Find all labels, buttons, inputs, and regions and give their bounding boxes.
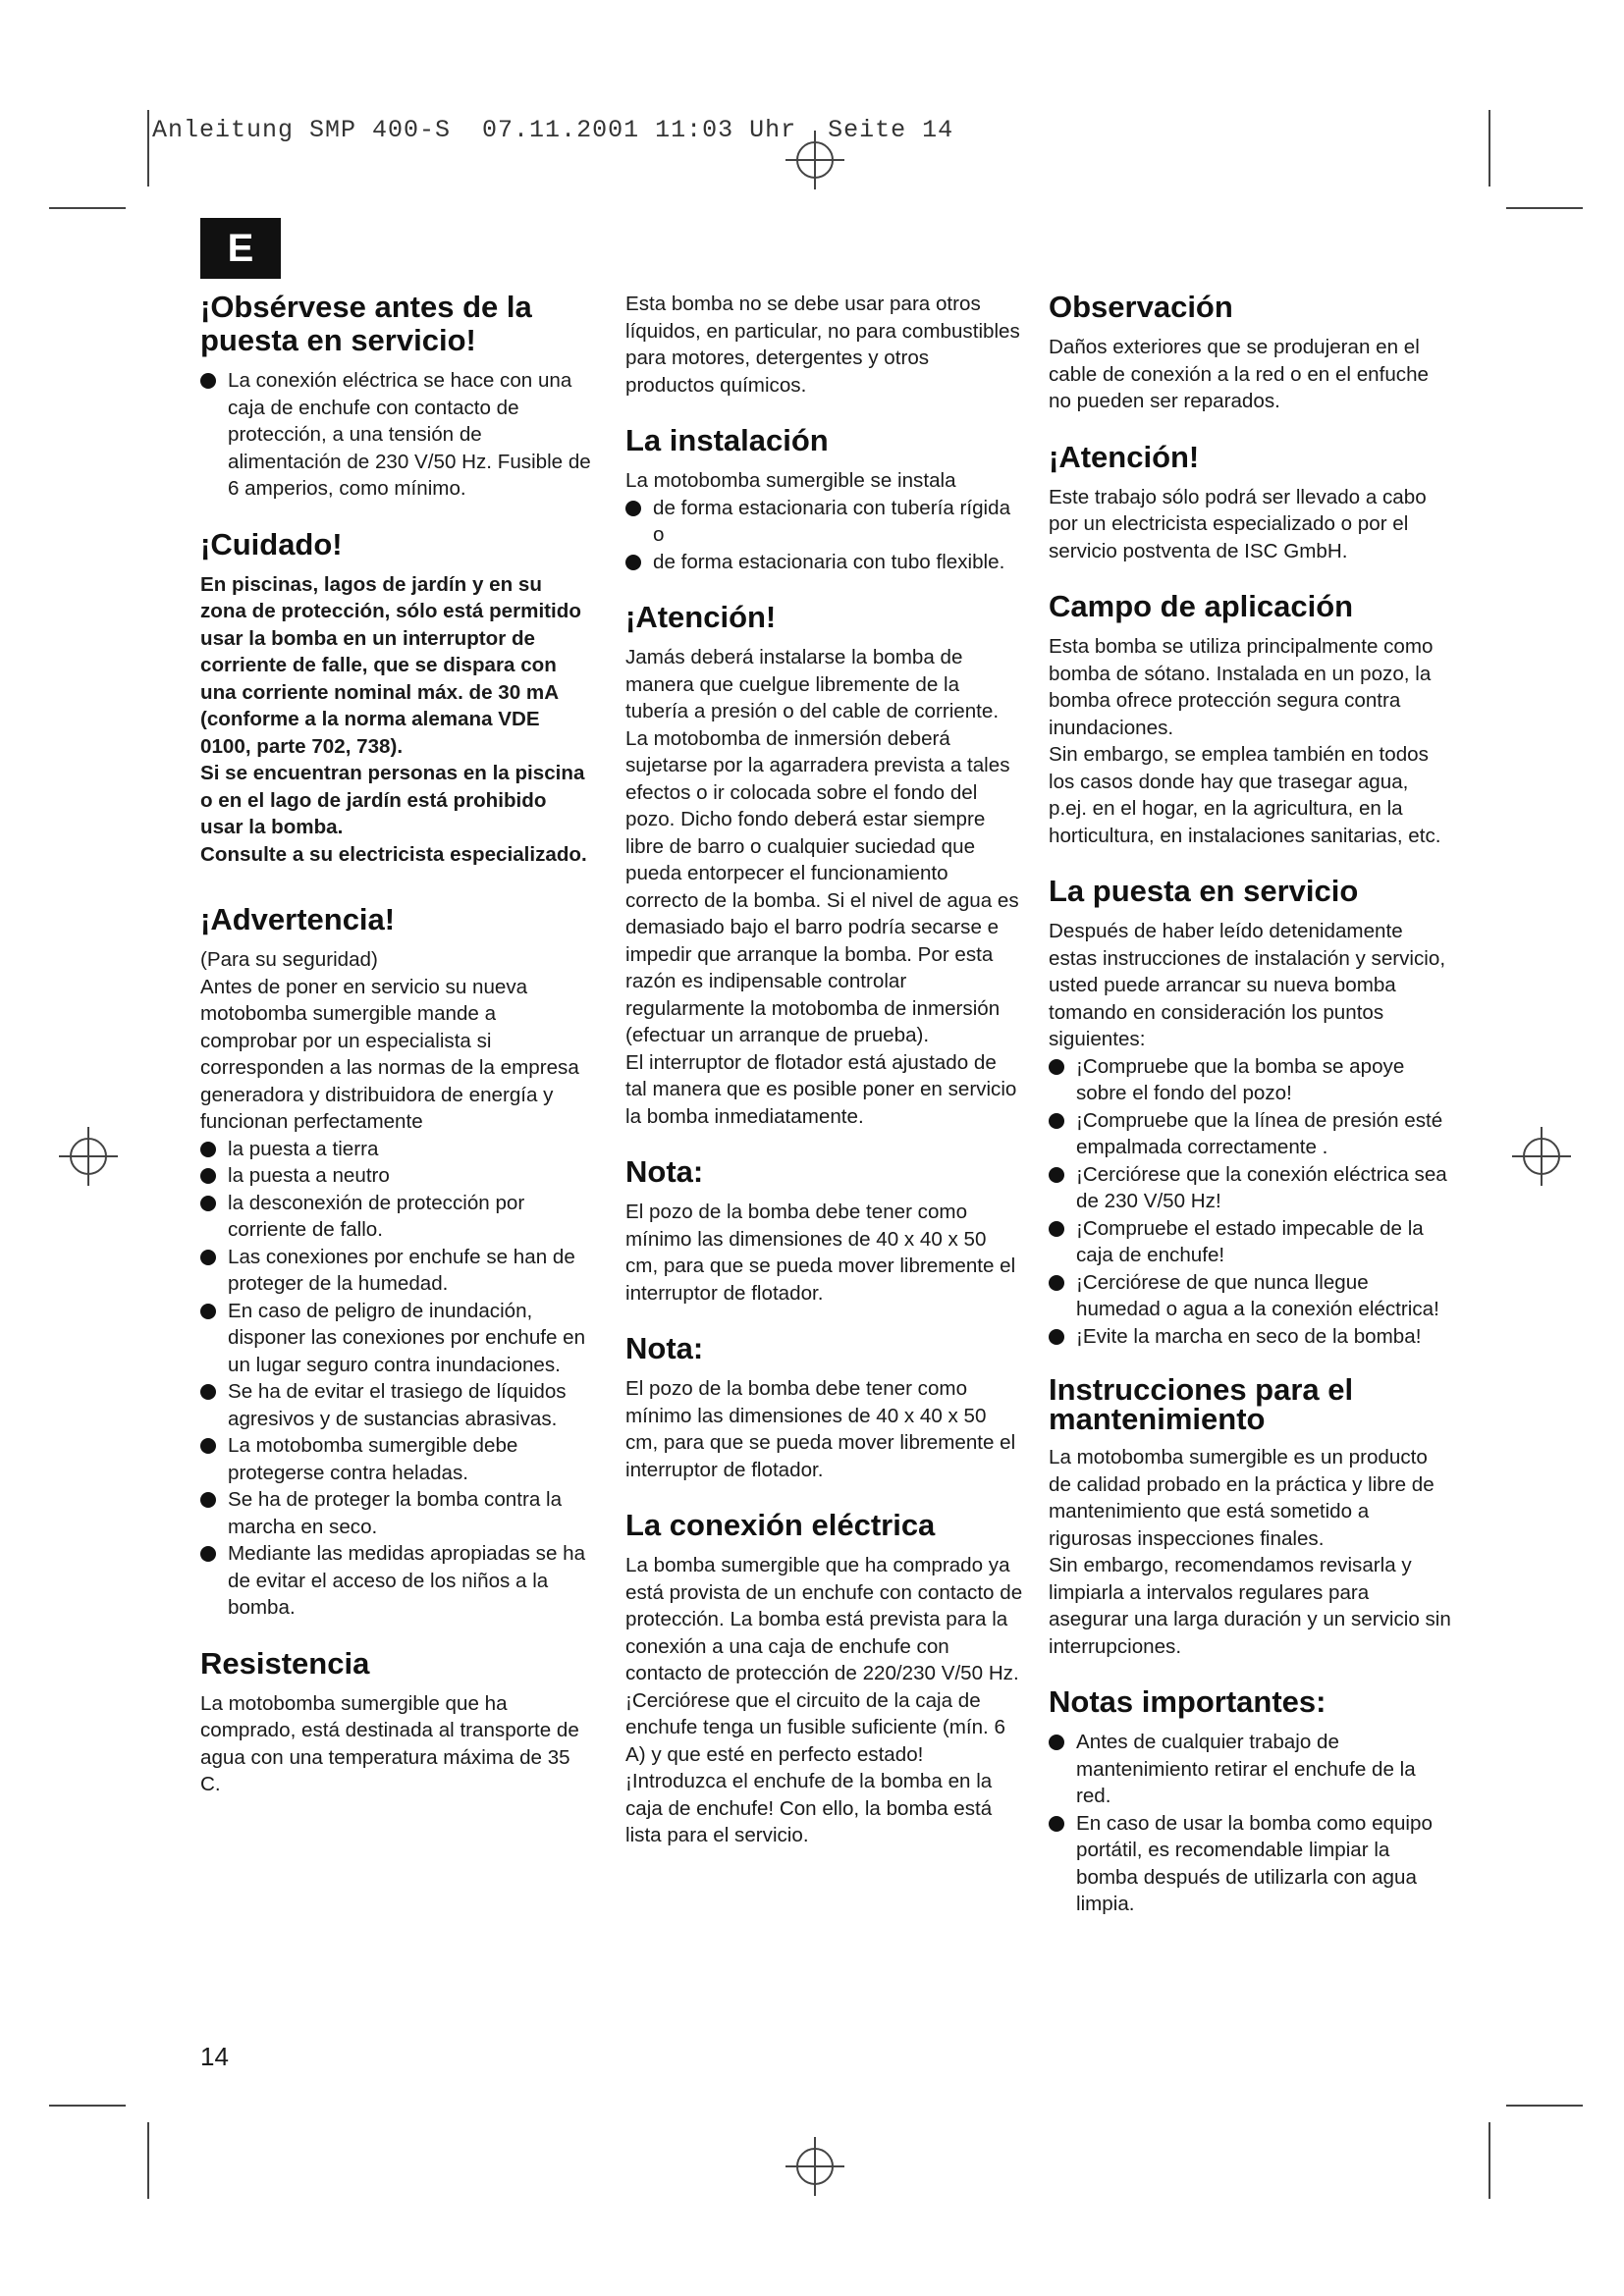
list-item (200, 1190, 593, 1244)
section-title: La instalación (625, 423, 829, 457)
section-title: Notas importantes: (1049, 1684, 1326, 1719)
paragraph: Jamás deberá instalarse la bomba de manera que cuelgue libremente de la tubería a presión o del cable de corriente. La motobomba de inmersión deberá sujetarse por la agarradera prevista a tales efectos o ir colocada sobre el fondo del pozo. Dicho fondo deberá estar siempre libre de barro o cualquier suciedad que pueda entorpecer el funcionamiento correcto de la bomba. Si el nivel de agua es demasiado bajo el barro podría secarse e impedir que arranque la bomba. Por esta razón es indipensable controlar regularmente la motobomba de inmersión (efectuar un arranque de prueba). (625, 646, 1019, 1046)
list-item (625, 549, 1023, 576)
list-item-text: La motobomba sumergible debe protegerse contra heladas. (228, 1434, 518, 1484)
bullet-icon (1049, 1275, 1064, 1291)
list-item (200, 367, 593, 503)
list-item (1049, 1269, 1451, 1323)
list-item (1049, 1215, 1451, 1269)
column-2 (625, 291, 1023, 1849)
bullet-icon (200, 1168, 216, 1184)
section-title: Campo de aplicación (1049, 589, 1354, 623)
list-item (1049, 1729, 1451, 1810)
page-number: 14 (200, 2042, 229, 2071)
crop-mark (147, 110, 149, 187)
list-item (200, 1136, 593, 1163)
section-title: Nota: (625, 1154, 704, 1189)
bullet-icon (625, 555, 641, 570)
paragraph: Este trabajo sólo podrá ser llevado a cabo por un electricista especializado o por el servicio postventa de ISC GmbH. (1049, 485, 1427, 562)
list-item (1049, 1053, 1451, 1107)
warning-text: En piscinas, lagos de jardín y en su zona de protección, sólo está permitido usar la bomba en un interruptor de corriente de falle, que se dispara con una corriente nominal máx. de 30 mA (conforme a la norma alemana VDE 0100, parte 702, 738). (200, 572, 581, 758)
list-item-text: Antes de cualquier trabajo de mantenimiento retirar el enchufe de la red. (1076, 1731, 1416, 1807)
paragraph: Después de haber leído detenidamente estas instrucciones de instalación y servicio, usted puede arrancar su nueva bomba tomando en consideración los puntos siguientes: (1049, 920, 1446, 1050)
section-title: Observación (1049, 290, 1233, 324)
list-item-text: ¡Evite la marcha en seco de la bomba! (1076, 1324, 1422, 1348)
list-item (625, 495, 1023, 549)
list-item (200, 1378, 593, 1432)
list-item (200, 1298, 593, 1379)
list-item (1049, 1161, 1451, 1215)
section-title: ¡Obsérvese antes de la puesta en servicio! (200, 290, 532, 357)
paragraph: El pozo de la bomba debe tener como mínimo las dimensiones de 40 x 40 x 50 cm, para que se pueda mover libremente el interruptor de flotador. (625, 1377, 1016, 1481)
list-item-text: ¡Cerciórese que la conexión eléctrica sea de 230 V/50 Hz! (1076, 1162, 1447, 1212)
crop-mark (1506, 2105, 1583, 2107)
bullet-icon (625, 501, 641, 516)
bullet-icon (1049, 1221, 1064, 1237)
paragraph: Esta bomba se utiliza principalmente como bomba de sótano. Instalada en un pozo, la bomba ofrece protección segura contra inundaciones. (1049, 635, 1434, 739)
paragraph: Antes de poner en servicio su nueva motobomba sumergible mande a comprobar por un especialista si corresponden a las normas de la empresa generadora y distribuidora de energía y funcionan perfectamente (200, 975, 579, 1133)
column-3 (1049, 291, 1451, 1918)
list-item (1049, 1107, 1451, 1161)
paragraph: Sin embargo, recomendamos revisarla y limpiarla a intervalos regulares para asegurar una larga duración y un servicio sin interrupciones. (1049, 1554, 1451, 1658)
paragraph: El interruptor de flotador está ajustado de tal manera que es posible poner en servicio la bomba inmediatamente. (625, 1050, 1017, 1128)
list-item-text: Mediante las medidas apropiadas se ha de evitar el acceso de los niños a la bomba. (228, 1542, 586, 1619)
list-item-text: Las conexiones por enchufe se han de proteger de la humedad. (228, 1245, 575, 1295)
registration-mark-icon (785, 131, 844, 189)
column-1 (200, 291, 593, 1798)
print-slug: Anleitung SMP 400-S 07.11.2001 11:03 Uhr Seite 14 (152, 116, 954, 144)
list-item-text: En caso de usar la bomba como equipo portátil, es recomendable limpiar la bomba después de utilizarla con agua limpia. (1076, 1811, 1433, 1915)
list-item-text: La conexión eléctrica se hace con una caja de enchufe con contacto de protección, a una tensión de alimentación de 230 V/50 Hz. Fusible de 6 amperios, como mínimo. (228, 369, 591, 500)
list-item (1049, 1323, 1451, 1351)
bullet-icon (1049, 1329, 1064, 1345)
list-item-text: ¡Compruebe que la línea de presión esté empalmada correctamente . (1076, 1108, 1443, 1158)
registration-mark-icon (1512, 1127, 1571, 1186)
list-item-text: Se ha de evitar el trasiego de líquidos agresivos y de sustancias abrasivas. (228, 1380, 567, 1430)
crop-mark (49, 2105, 126, 2107)
paragraph: El pozo de la bomba debe tener como mínimo las dimensiones de 40 x 40 x 50 cm, para que se pueda mover libremente el interruptor de flotador. (625, 1201, 1016, 1305)
paragraph: La motobomba sumergible es un producto de calidad probado en la práctica y libre de mantenimiento que está sometido a rigurosas inspecciones finales. (1049, 1446, 1435, 1550)
section-title: La puesta en servicio (1049, 874, 1359, 908)
section-title: Resistencia (200, 1645, 370, 1681)
bullet-icon (200, 1250, 216, 1265)
warning-text: Consulte a su electricista especializado. (200, 842, 587, 866)
section-title: ¡Cuidado! (200, 526, 343, 561)
list-item-text: ¡Compruebe el estado impecable de la caja de enchufe! (1076, 1216, 1424, 1266)
list-item-text: de forma estacionaria con tubería rígida o (653, 496, 1011, 546)
crop-mark (49, 207, 126, 209)
section-title: Instrucciones para el mantenimiento (1049, 1372, 1354, 1436)
list-item-text: la puesta a tierra (228, 1137, 379, 1160)
crop-mark (1489, 2122, 1490, 2199)
bullet-icon (200, 1142, 216, 1157)
registration-mark-icon (785, 2137, 844, 2196)
bullet-icon (200, 1196, 216, 1211)
warning-text: Si se encuentran personas en la piscina o en el lago de jardín está prohibido usar la bomba. (200, 762, 585, 838)
language-tab: E (200, 218, 281, 279)
bullet-icon (1049, 1735, 1064, 1750)
paragraph: La bomba sumergible que ha comprado ya está provista de un enchufe con contacto de protección. La bomba está prevista para la conexión a una caja de enchufe con contacto de protección de 220/230 V/50 Hz. (625, 1554, 1023, 1684)
list-item-text: la desconexión de protección por corriente de fallo. (228, 1191, 525, 1241)
list-item (200, 1540, 593, 1622)
list-item-text: Se ha de proteger la bomba contra la marcha en seco. (228, 1488, 563, 1538)
list-item-text: de forma estacionaria con tubo flexible. (653, 550, 1005, 573)
section-title: ¡Atención! (1049, 439, 1200, 474)
list-item-text: ¡Compruebe que la bomba se apoye sobre el fondo del pozo! (1076, 1054, 1405, 1104)
bullet-icon (1049, 1059, 1064, 1075)
bullet-icon (200, 1438, 216, 1454)
paragraph: ¡Introduzca el enchufe de la bomba en la caja de enchufe! Con ello, la bomba está lista para el servicio. (625, 1770, 993, 1846)
list-item (200, 1244, 593, 1298)
paragraph: La motobomba sumergible que ha comprado, está destinada al transporte de agua con una temperatura máxima de 35 C. (200, 1691, 579, 1795)
list-item (200, 1486, 593, 1540)
bullet-icon (200, 1304, 216, 1319)
section-title: La conexión eléctrica (625, 1508, 936, 1542)
bullet-icon (1049, 1113, 1064, 1129)
bullet-icon (1049, 1167, 1064, 1183)
bullet-icon (200, 1546, 216, 1562)
paragraph: ¡Cerciórese que el circuito de la caja de enchufe tenga un fusible suficiente (mín. 6 A) y que esté en perfecto estado! (625, 1688, 1005, 1766)
registration-mark-icon (59, 1127, 118, 1186)
bullet-icon (200, 373, 216, 389)
crop-mark (1489, 110, 1490, 187)
section-title: ¡Advertencia! (200, 902, 396, 936)
list-item-text: ¡Cerciórese de que nunca llegue humedad o agua a la conexión eléctrica! (1076, 1270, 1439, 1320)
list-item-text: En caso de peligro de inundación, disponer las conexiones por enchufe en un lugar seguro contra inundaciones. (228, 1299, 586, 1376)
paragraph: Daños exteriores que se produjeran en el cable de conexión a la red o en el enfuche no pueden ser reparados. (1049, 336, 1429, 412)
paragraph: Sin embargo, se emplea también en todos los casos donde hay que trasegar agua, p.ej. en el hogar, en la agricultura, en la horticultura, en instalaciones sanitarias, etc. (1049, 743, 1441, 847)
bullet-icon (200, 1492, 216, 1508)
bullet-icon (200, 1384, 216, 1400)
paragraph: (Para su seguridad) (200, 948, 378, 971)
paragraph: Esta bomba no se debe usar para otros líquidos, en particular, no para combustibles para motores, detergentes y otros productos químicos. (625, 293, 1020, 397)
section-title: ¡Atención! (625, 600, 777, 634)
paragraph: La motobomba sumergible se instala (625, 469, 956, 492)
crop-mark (1506, 207, 1583, 209)
list-item-text: la puesta a neutro (228, 1164, 390, 1187)
section-title: Nota: (625, 1331, 704, 1365)
list-item (200, 1162, 593, 1190)
list-item (1049, 1810, 1451, 1918)
list-item (200, 1432, 593, 1486)
crop-mark (147, 2122, 149, 2199)
bullet-icon (1049, 1816, 1064, 1832)
